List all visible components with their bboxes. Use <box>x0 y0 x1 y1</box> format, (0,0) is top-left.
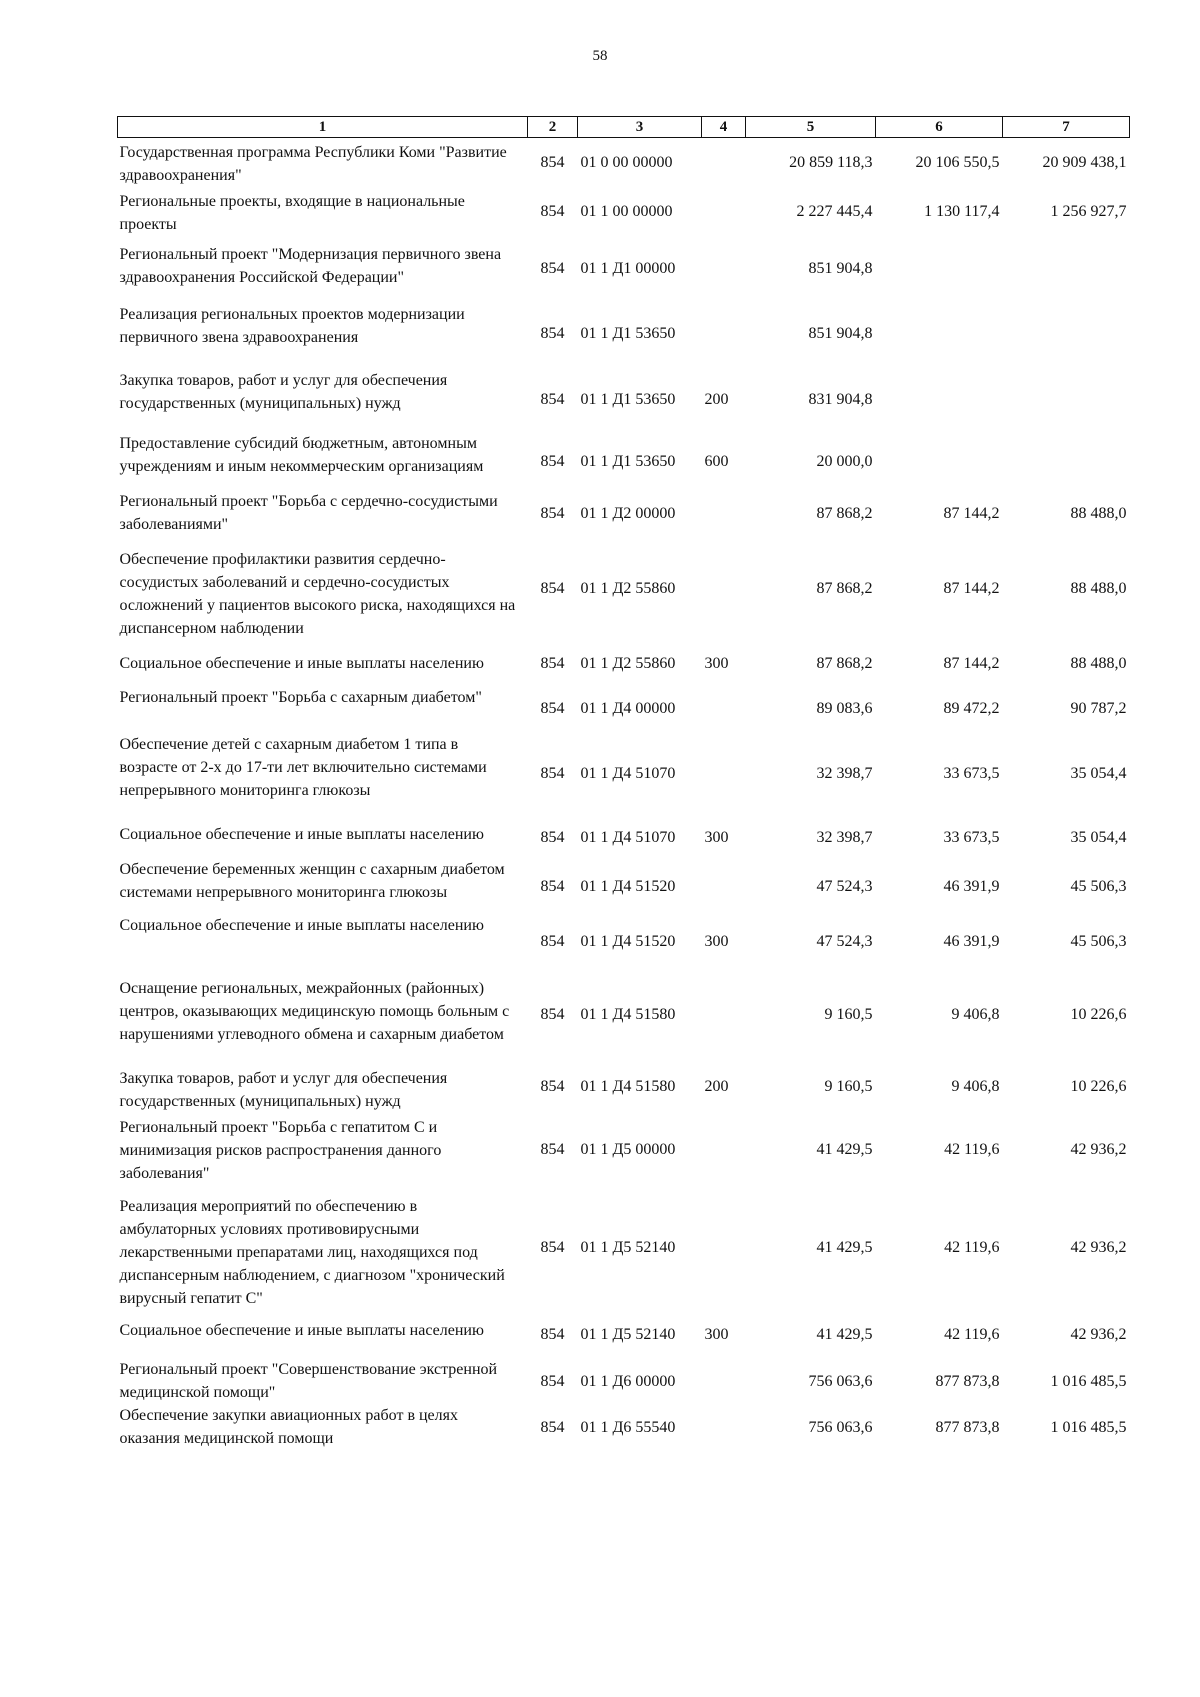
row-target-article: 01 1 Д2 00000 <box>580 504 676 522</box>
header-row <box>118 117 1130 138</box>
row-amount-col6: 87 144,2 <box>943 504 1000 522</box>
row-grbs-code: 854 <box>540 259 565 277</box>
row-grbs-code: 854 <box>540 1325 565 1343</box>
row-amount-col7: 45 506,3 <box>1070 877 1127 895</box>
row-grbs-code: 854 <box>540 1140 565 1158</box>
row-amount-col5: 47 524,3 <box>816 877 873 895</box>
row-name: Обеспечение беременных женщин с сахарным диабетом системами непрерывного мониторинга глюкозы <box>119 861 505 901</box>
row-amount-col7: 90 787,2 <box>1070 699 1127 717</box>
row-amount-col7: 42 936,2 <box>1070 1140 1127 1158</box>
row-target-article: 01 1 Д4 51520 <box>580 877 676 895</box>
table-row <box>118 1060 1130 1113</box>
header-col-5: 5 <box>746 117 876 138</box>
row-target-article: 01 1 Д2 55860 <box>580 654 676 672</box>
table-body <box>118 138 1130 1451</box>
row-expense-type: 300 <box>704 828 729 846</box>
row-expense-type <box>702 1185 746 1310</box>
row-target-article: 01 1 00 00000 <box>580 203 673 220</box>
row-amount-col6: 9 406,8 <box>951 1005 1000 1023</box>
row-name: Обеспечение закупки авиационных работ в целях оказания медицинской помощи <box>119 1407 458 1447</box>
table-header <box>118 117 1130 138</box>
row-amount-col6: 42 119,6 <box>944 1325 1000 1343</box>
row-amount-col5: 41 429,5 <box>816 1239 873 1256</box>
row-grbs-code: 854 <box>540 828 565 846</box>
row-expense-type <box>702 138 746 188</box>
table-row <box>118 968 1130 1060</box>
row-amount-col7: 88 488,0 <box>1070 504 1127 522</box>
row-expense-type <box>702 730 746 816</box>
row-amount-col5: 2 227 445,4 <box>796 203 873 220</box>
row-amount-col6 <box>876 300 1003 366</box>
row-grbs-code: 854 <box>540 1078 565 1095</box>
header-col-4: 4 <box>702 117 746 138</box>
row-amount-col7: 1 256 927,7 <box>1050 203 1127 220</box>
table-row <box>118 1185 1130 1310</box>
row-grbs-code: 854 <box>540 1239 565 1256</box>
row-amount-col6: 20 106 550,5 <box>915 154 1000 171</box>
row-amount-col7 <box>1003 432 1130 490</box>
table-row <box>118 1310 1130 1358</box>
table-row <box>118 300 1130 366</box>
row-amount-col7: 35 054,4 <box>1070 764 1127 782</box>
row-name: Социальное обеспечение и иные выплаты населению <box>119 655 484 672</box>
row-target-article: 01 1 Д6 00000 <box>580 1372 676 1390</box>
row-expense-type: 200 <box>704 1078 729 1095</box>
row-expense-type: 200 <box>704 390 729 408</box>
row-name: Региональный проект "Борьба с сердечно-сосудистыми заболеваниями" <box>119 493 498 533</box>
row-target-article: 01 1 Д1 53650 <box>580 390 676 408</box>
row-grbs-code: 854 <box>540 324 565 342</box>
row-expense-type: 300 <box>704 932 729 950</box>
row-amount-col5: 41 429,5 <box>816 1325 873 1343</box>
row-amount-col6: 46 391,9 <box>943 932 1000 950</box>
row-target-article: 01 1 Д1 53650 <box>580 324 676 342</box>
table-row <box>118 816 1130 858</box>
row-amount-col6 <box>876 366 1003 432</box>
row-amount-col5: 851 904,8 <box>808 259 873 277</box>
row-amount-col6: 9 406,8 <box>951 1078 1000 1095</box>
row-amount-col6: 42 119,6 <box>944 1140 1000 1158</box>
row-amount-col6 <box>876 432 1003 490</box>
header-col-7: 7 <box>1003 117 1130 138</box>
row-expense-type <box>702 686 746 730</box>
row-name: Обеспечение профилактики развития сердечно-сосудистых заболеваний и сердечно-сосудистых осложнений у пациентов высокого риска, находящихся на диспансерном наблюдении <box>119 551 516 637</box>
row-grbs-code: 854 <box>540 1418 565 1436</box>
row-amount-col7: 1 016 485,5 <box>1050 1418 1127 1436</box>
row-expense-type <box>702 236 746 300</box>
row-grbs-code: 854 <box>540 504 565 522</box>
row-amount-col5: 851 904,8 <box>808 324 873 342</box>
header-col-3: 3 <box>578 117 702 138</box>
row-target-article: 01 1 Д4 51580 <box>580 1078 676 1095</box>
table-row <box>118 236 1130 300</box>
row-amount-col6: 42 119,6 <box>944 1239 1000 1256</box>
row-expense-type <box>702 536 746 640</box>
row-target-article: 01 0 00 00000 <box>580 154 673 171</box>
row-grbs-code: 854 <box>540 579 565 597</box>
header-col-6: 6 <box>876 117 1003 138</box>
row-target-article: 01 1 Д1 00000 <box>580 259 676 277</box>
row-amount-col5: 9 160,5 <box>824 1078 873 1095</box>
row-amount-col5: 32 398,7 <box>816 764 873 782</box>
row-amount-col7 <box>1003 236 1130 300</box>
row-name: Закупка товаров, работ и услуг для обеспечения государственных (муниципальных) нужд <box>119 372 448 412</box>
row-name: Региональный проект "Борьба с сахарным диабетом" <box>119 689 482 706</box>
row-amount-col6 <box>876 236 1003 300</box>
row-amount-col5: 41 429,5 <box>816 1140 873 1158</box>
row-amount-col5: 32 398,7 <box>816 828 873 846</box>
row-expense-type <box>702 858 746 914</box>
row-amount-col5: 89 083,6 <box>816 699 873 717</box>
row-amount-col7: 1 016 485,5 <box>1050 1372 1127 1390</box>
row-amount-col6: 33 673,5 <box>943 764 1000 782</box>
row-amount-col5: 756 063,6 <box>808 1418 873 1436</box>
row-grbs-code: 854 <box>540 390 565 408</box>
row-expense-type: 300 <box>704 1325 729 1343</box>
row-amount-col5: 20 859 118,3 <box>789 154 873 171</box>
row-target-article: 01 1 Д4 51580 <box>580 1005 676 1023</box>
row-name: Предоставление субсидий бюджетным, автономным учреждениям и иным некоммерческим организациям <box>119 435 484 475</box>
budget-table <box>117 116 1130 1450</box>
row-grbs-code: 854 <box>540 654 565 672</box>
row-grbs-code: 854 <box>540 452 565 470</box>
table-row <box>118 730 1130 816</box>
row-expense-type <box>702 187 746 236</box>
row-amount-col7: 42 936,2 <box>1070 1325 1127 1343</box>
row-grbs-code: 854 <box>540 1005 565 1023</box>
table-row <box>118 490 1130 536</box>
row-amount-col5: 9 160,5 <box>824 1005 873 1023</box>
row-amount-col7: 35 054,4 <box>1070 828 1127 846</box>
row-name: Региональный проект "Модернизация первичного звена здравоохранения Российской Федерации" <box>119 246 502 286</box>
row-expense-type: 300 <box>704 654 729 672</box>
row-name: Оснащение региональных, межрайонных (районных) центров, оказывающих медицинскую помощь больным с нарушениями углеводного обмена и сахарным диабетом <box>119 980 510 1043</box>
header-col-2: 2 <box>528 117 578 138</box>
table-row <box>118 686 1130 730</box>
row-name: Обеспечение детей с сахарным диабетом 1 типа в возрасте от 2-х до 17-ти лет включительно системами непрерывного мониторинга глюкозы <box>119 736 487 799</box>
row-name: Реализация региональных проектов модернизации первичного звена здравоохранения <box>119 306 465 346</box>
row-grbs-code: 854 <box>540 699 565 717</box>
row-target-article: 01 1 Д2 55860 <box>580 579 676 597</box>
row-grbs-code: 854 <box>540 203 565 220</box>
row-amount-col5: 756 063,6 <box>808 1372 873 1390</box>
row-name: Региональный проект "Совершенствование экстренной медицинской помощи" <box>119 1361 498 1401</box>
table-row <box>118 187 1130 236</box>
row-grbs-code: 854 <box>540 1372 565 1390</box>
row-amount-col6: 877 873,8 <box>935 1372 1000 1390</box>
row-target-article: 01 1 Д4 51520 <box>580 932 676 950</box>
row-amount-col6: 1 130 117,4 <box>924 203 1000 220</box>
row-name: Социальное обеспечение и иные выплаты населению <box>119 917 484 934</box>
row-amount-col5: 20 000,0 <box>816 452 873 470</box>
row-amount-col7: 10 226,6 <box>1070 1078 1127 1095</box>
row-target-article: 01 1 Д1 53650 <box>580 452 676 470</box>
row-amount-col5: 87 868,2 <box>816 579 873 597</box>
row-amount-col6: 46 391,9 <box>943 877 1000 895</box>
row-name: Социальное обеспечение и иные выплаты населению <box>119 1322 484 1339</box>
row-amount-col6: 87 144,2 <box>943 579 1000 597</box>
row-target-article: 01 1 Д6 55540 <box>580 1418 676 1436</box>
row-grbs-code: 854 <box>540 764 565 782</box>
header-col-1: 1 <box>118 117 528 138</box>
table-row <box>118 914 1130 968</box>
row-amount-col6: 33 673,5 <box>943 828 1000 846</box>
table-row <box>118 1404 1130 1450</box>
row-amount-col5: 87 868,2 <box>816 654 873 672</box>
row-name: Региональные проекты, входящие в национальные проекты <box>119 193 465 233</box>
row-amount-col5: 47 524,3 <box>816 932 873 950</box>
page-number: 58 <box>592 48 608 64</box>
row-expense-type <box>702 1358 746 1404</box>
row-amount-col5: 87 868,2 <box>816 504 873 522</box>
row-amount-col7: 10 226,6 <box>1070 1005 1127 1023</box>
table-row <box>118 138 1130 188</box>
row-amount-col6: 877 873,8 <box>935 1418 1000 1436</box>
row-amount-col5: 831 904,8 <box>808 390 873 408</box>
row-expense-type <box>702 300 746 366</box>
row-name: Государственная программа Республики Коми "Развитие здравоохранения" <box>119 144 507 184</box>
table-row <box>118 858 1130 914</box>
row-amount-col7: 88 488,0 <box>1070 654 1127 672</box>
row-target-article: 01 1 Д4 00000 <box>580 699 676 717</box>
row-grbs-code: 854 <box>540 877 565 895</box>
row-expense-type <box>702 968 746 1060</box>
table-row <box>118 536 1130 640</box>
row-grbs-code: 854 <box>540 932 565 950</box>
table-row <box>118 1358 1130 1404</box>
row-amount-col7: 20 909 438,1 <box>1042 154 1127 171</box>
row-amount-col7 <box>1003 300 1130 366</box>
row-amount-col6: 89 472,2 <box>943 699 1000 717</box>
row-grbs-code: 854 <box>540 154 565 171</box>
row-amount-col7: 88 488,0 <box>1070 579 1127 597</box>
row-target-article: 01 1 Д4 51070 <box>580 828 676 846</box>
row-target-article: 01 1 Д5 00000 <box>580 1140 676 1158</box>
table-row <box>118 432 1130 490</box>
row-amount-col7: 45 506,3 <box>1070 932 1127 950</box>
row-expense-type <box>702 490 746 536</box>
table-row <box>118 640 1130 686</box>
table-row <box>118 1113 1130 1185</box>
row-name: Реализация мероприятий по обеспечению в амбулаторных условиях противовирусными лекарственными препаратами лиц, находящихся под диспансерным наблюдением, с диагнозом "хронический вирусный гепатит С" <box>119 1198 505 1307</box>
row-name: Социальное обеспечение и иные выплаты населению <box>119 826 484 843</box>
row-expense-type <box>702 1404 746 1450</box>
table-row <box>118 366 1130 432</box>
row-amount-col7: 42 936,2 <box>1070 1239 1127 1256</box>
row-expense-type <box>702 1113 746 1185</box>
row-name: Закупка товаров, работ и услуг для обеспечения государственных (муниципальных) нужд <box>119 1070 448 1110</box>
row-target-article: 01 1 Д4 51070 <box>580 764 676 782</box>
row-target-article: 01 1 Д5 52140 <box>580 1239 676 1256</box>
row-target-article: 01 1 Д5 52140 <box>580 1325 676 1343</box>
row-name: Региональный проект "Борьба с гепатитом С и минимизация рисков распространения данного заболевания" <box>119 1119 442 1182</box>
row-amount-col7 <box>1003 366 1130 432</box>
row-expense-type: 600 <box>704 452 729 470</box>
row-amount-col6: 87 144,2 <box>943 654 1000 672</box>
